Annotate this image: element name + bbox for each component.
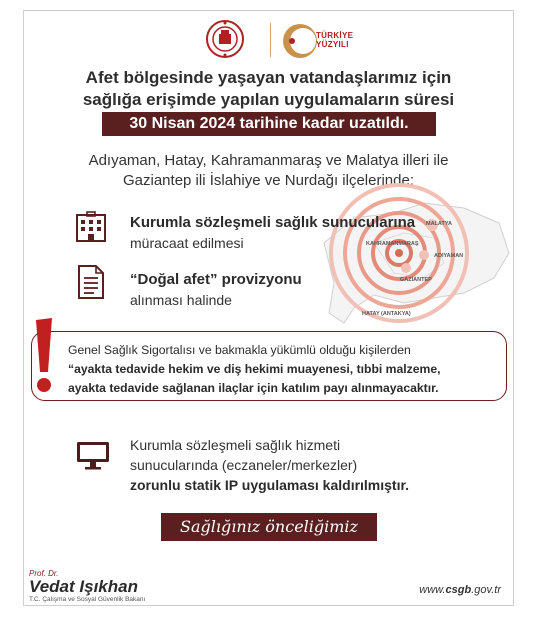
alert-line1: Genel Sağlık Sigortalısı ve bakmakla yükümlü olduğu kişilerden bbox=[68, 343, 411, 357]
headline-highlight: 30 Nisan 2024 tarihine kadar uzatıldı. bbox=[102, 112, 436, 136]
signature-title: Prof. Dr. bbox=[29, 569, 59, 578]
ministry-emblem-icon bbox=[205, 19, 245, 59]
headline-line2: sağlığa erişimde yapılan uygulamaların süresi bbox=[82, 90, 455, 109]
building-icon bbox=[74, 211, 108, 243]
alert-text bbox=[68, 341, 503, 398]
exclamation-icon bbox=[34, 316, 54, 396]
website-url[interactable] bbox=[419, 584, 501, 596]
map-label-hatay: HATAY (ANTAKYA) bbox=[362, 311, 411, 317]
provision-bold-text: “Doğal afet” provizyonu bbox=[130, 271, 302, 288]
institution-bold-text: Kurumla sözleşmeli sağlık sunucularına bbox=[130, 214, 416, 231]
document-icon bbox=[76, 264, 106, 300]
monitor-icon bbox=[76, 441, 110, 471]
static-ip-line1: Kurumla sözleşmeli sağlık hizmeti bbox=[130, 437, 341, 453]
logo-divider bbox=[270, 23, 271, 57]
infographic-card bbox=[23, 10, 514, 606]
website-domain: csgb bbox=[445, 584, 472, 596]
alert-line3: ayakta tedavide sağlanan ilaçlar için katılım payı alınmayacaktır. bbox=[68, 381, 439, 395]
headline-line1: Afet bölgesinde yaşayan vatandaşlarımız için bbox=[85, 68, 452, 87]
region-map bbox=[314, 183, 513, 333]
map-label-kahramanmaras: KAHRAMANMARAŞ bbox=[366, 241, 419, 247]
headline bbox=[24, 67, 513, 111]
provision-normal-text: alınması halinde bbox=[130, 292, 232, 308]
subhead-line1: Adıyaman, Hatay, Kahramanmaraş ve Malatya illeri ile bbox=[88, 152, 449, 169]
tagline: Sağlığınız önceliğimiz bbox=[161, 513, 377, 541]
static-ip-line2: sunucularında (eczaneler/merkezler) bbox=[130, 457, 358, 473]
alert-box bbox=[31, 331, 507, 401]
signature-position: T.C. Çalışma ve Sosyal Güvenlik Bakanı bbox=[29, 596, 146, 603]
signature-name: Vedat Işıkhan bbox=[29, 577, 138, 596]
subhead-line2: Gaziantep ili İslahiye ve Nurdağı ilçelerinde; bbox=[123, 172, 414, 189]
turkiye-yuzyili-text: TÜRKİYE YÜZYILI bbox=[316, 31, 354, 49]
map-label-adiyaman: ADIYAMAN bbox=[434, 253, 464, 259]
institution-normal-text: müracaat edilmesi bbox=[130, 235, 244, 251]
website-prefix: www. bbox=[419, 584, 446, 596]
logo-bar bbox=[24, 17, 513, 63]
map-label-malatya: MALATYA bbox=[426, 221, 452, 227]
map-label-gaziantep: GAZİANTEP bbox=[400, 277, 432, 283]
static-ip-line3: zorunlu statik IP uygulaması kaldırılmıştır. bbox=[130, 477, 410, 493]
website-suffix: .gov.tr bbox=[471, 584, 501, 596]
signature bbox=[29, 569, 145, 604]
alert-line2: “ayakta tedavide hekim ve diş hekimi muayenesi, tıbbi malzeme, bbox=[68, 362, 441, 376]
turkiye-yuzyili-icon bbox=[280, 21, 320, 61]
